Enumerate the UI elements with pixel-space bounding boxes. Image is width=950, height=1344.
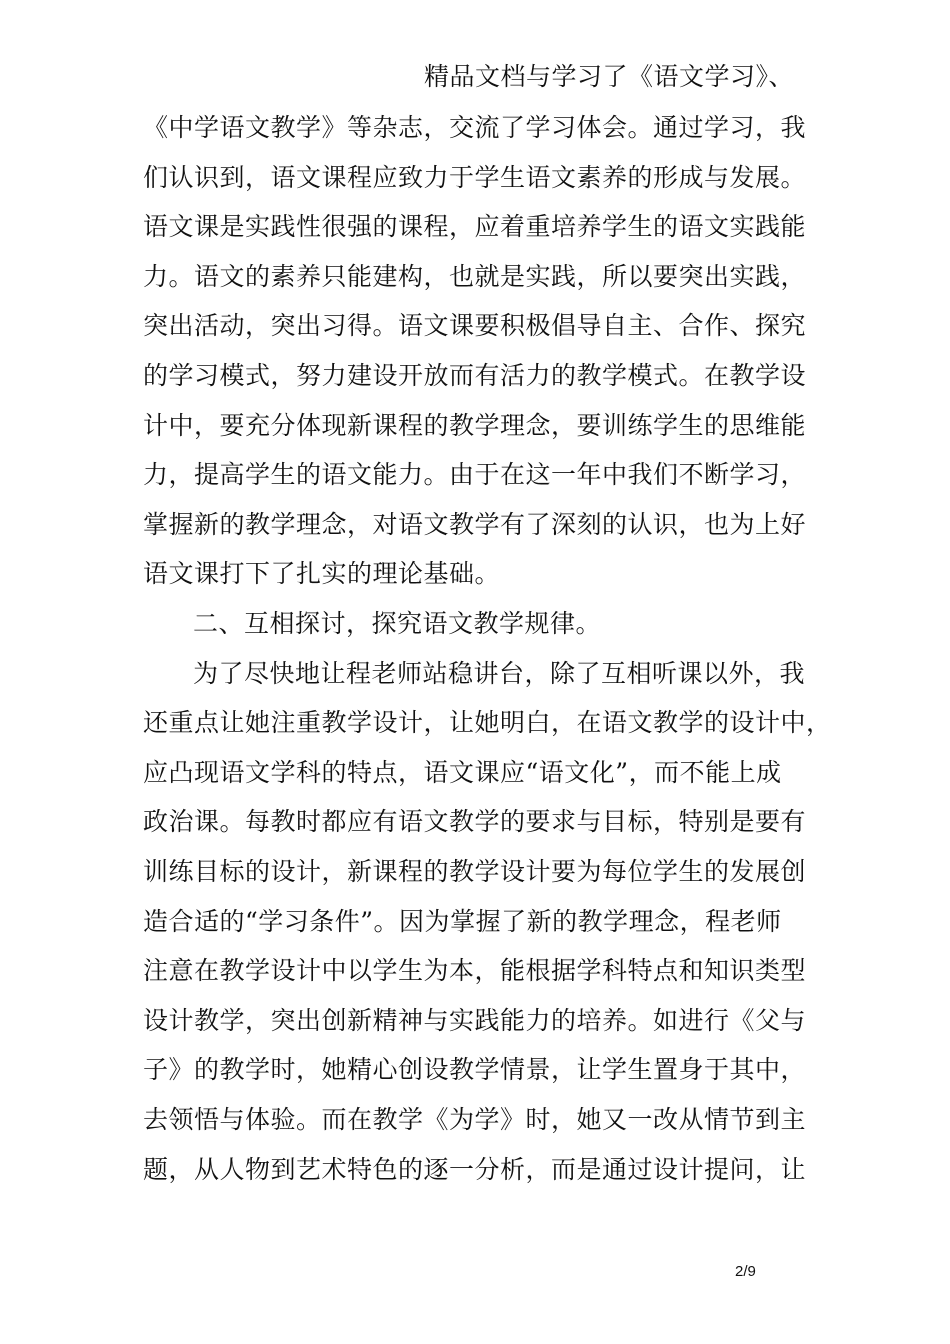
text-line-2: 们认识到，语文课程应致力于学生语文素养的形成与发展。 (143, 163, 807, 192)
text-line-13: 还重点让她注重教学设计，让她明白，在语文教学的设计中， (143, 708, 832, 737)
text-line-9: 掌握新的教学理念，对语文教学有了深刻的认识，也为上好 (143, 510, 807, 539)
page-number: 2/9 (735, 1263, 756, 1280)
text-line-22: 题，从人物到艺术特色的逐一分析，而是通过设计提问，让 (143, 1155, 807, 1184)
text-line-4: 力。语文的素养只能建构，也就是实践，所以要突出实践， (143, 262, 807, 291)
text-line-7: 计中，要充分体现新课程的教学理念，要训练学生的思维能 (143, 411, 807, 440)
text-line-8: 力，提高学生的语文能力。由于在这一年中我们不断学习， (143, 460, 807, 489)
text-line-16: 训练目标的设计，新课程的教学设计要为每位学生的发展创 (143, 857, 807, 886)
text-line-3: 语文课是实践性很强的课程，应着重培养学生的语文实践能 (143, 212, 807, 241)
text-line-6: 的学习模式，努力建设开放而有活力的教学模式。在教学设 (143, 361, 807, 390)
text-line-15: 政治课。每教时都应有语文教学的要求与目标，特别是要有 (143, 807, 807, 836)
section-heading: 二、互相探讨，探究语文教学规律。 (193, 609, 602, 638)
text-line-14: 应凸现语文学科的特点，语文课应“语文化”，而不能上成 (143, 758, 782, 787)
text-line-21: 去领悟与体验。而在教学《为学》时，她又一改从情节到主 (143, 1105, 807, 1134)
header-line: 精品文档与学习了《语文学习》、 (424, 62, 795, 91)
text-line-17: 造合适的“学习条件”。因为掌握了新的教学理念，程老师 (143, 907, 782, 936)
text-line-1: 《中学语文教学》等杂志，交流了学习体会。通过学习，我 (143, 113, 807, 142)
text-line-10: 语文课打下了扎实的理论基础。 (143, 559, 501, 588)
text-line-19: 设计教学，突出创新精神与实践能力的培养。如进行《父与 (143, 1006, 807, 1035)
text-line-20: 子》的教学时，她精心创设教学情景，让学生置身于其中， (143, 1055, 807, 1084)
text-line-5: 突出活动，突出习得。语文课要积极倡导自主、合作、探究 (143, 311, 807, 340)
paragraph-start-line: 为了尽快地让程老师站稳讲台，除了互相听课以外，我 (193, 659, 806, 688)
text-line-18: 注意在教学设计中以学生为本，能根据学科特点和知识类型 (143, 956, 807, 985)
